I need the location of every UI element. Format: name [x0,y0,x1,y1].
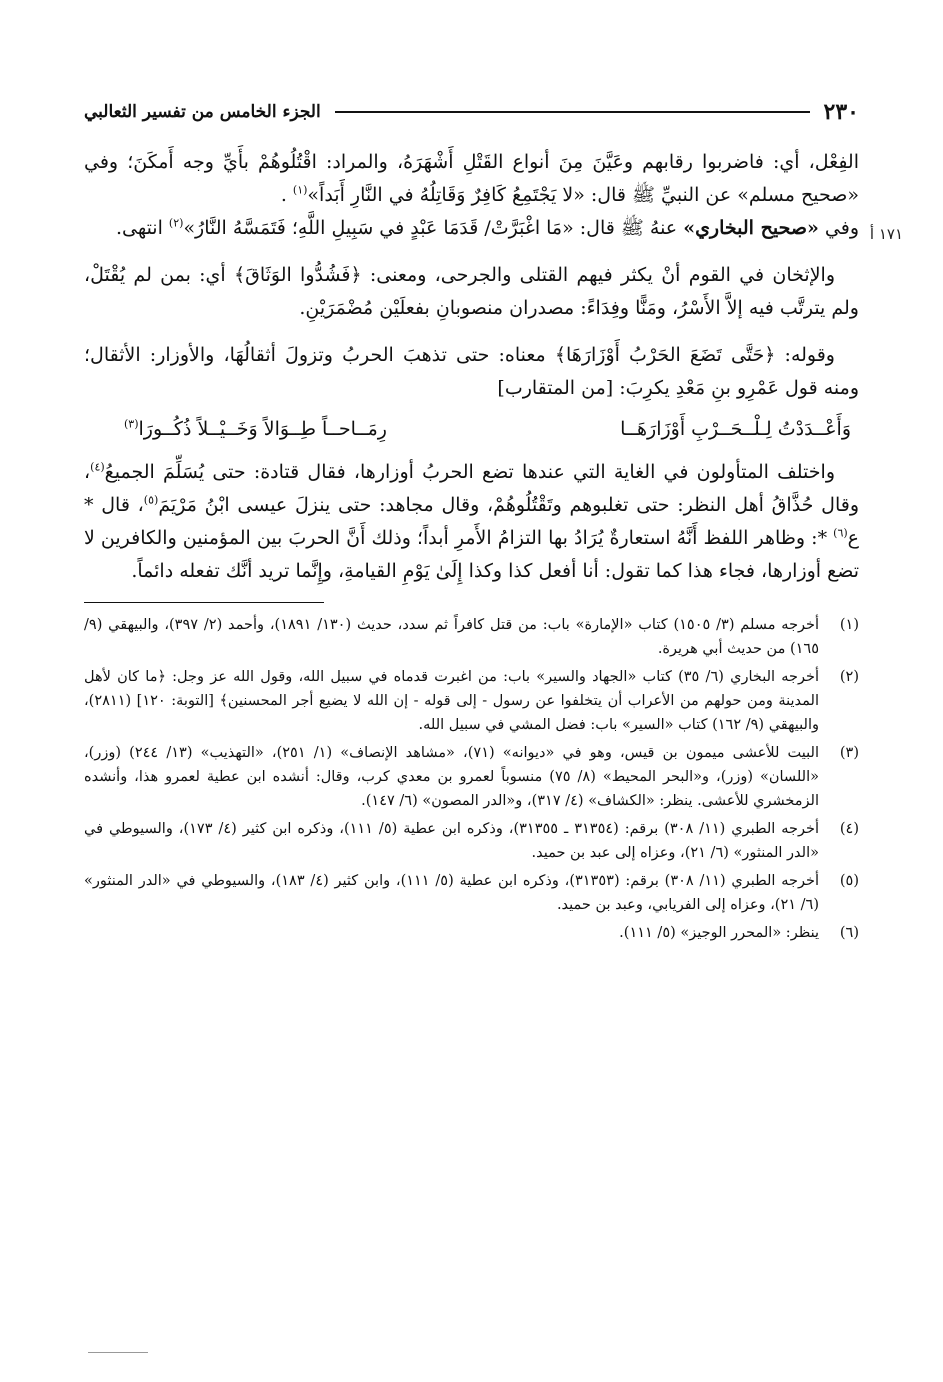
footnote-ref-1[interactable]: (١) [292,183,308,197]
paragraph-2: وفي «صحيح البخاري» عنهُ ﷺ قال: «مَا اغْبَرَّتْ/ قَدَمَا عَبْدٍ في سَبِيلِ اللَّهِ؛ فَتَمَسَّهُ النَّارُ»$^{(٢)}$ انتهى. [115,216,859,239]
footnote-text: أخرجه الطبري (١١/ ٣٠٨) برقم: (٣١٣٥٣)، وذكره ابن عطية (٥/ ١١١)، وابن كثير (٤/ ١٨٣)، والسيوطي في «الدر المنثور» (٦/ ٢١)، وعزاه إلى الفريابي، وعبد بن حميد. [84,873,819,913]
footnote-text: أخرجه البخاري (٦/ ٣٥) كتاب «الجهاد والسير» باب: من اغبرت قدماه في سبيل الله، وقول الله عز وجل: ﴿ما كان لأهل المدينة ومن حولهم من الأعراب أن يتخلفوا عن رسول - إلى قوله - إن الله لا يضيع أجر المحسنين﴾ [التوبة: ١٢٠] (٢٨١١)، والبيهقي (٩/ ١٦٢) كتاب «السير» باب: فضل المشي في سبيل الله. [84,669,819,733]
poem-second-hemistich: رِمَــاحــاً طِــوَالاً وَخَــيْــلاً ذُكُــورَا$^{(٣)}$ [124,417,387,440]
footnote-text: البيت للأعشى ميمون بن قيس، وهو في «ديوانه» (٧١)، «مشاهد الإنصاف» (١/ ٢٥١)، «التهذيب» (١٣/ ٢٤٤) (وزر)، «اللسان» (وزر)، و«البحر المحيط» (٨/ ٧٥) منسوباً لعمرو بن معدي كرب، وقال: أنشده ابن عطية لعمرو هذا، وأنشده الزمخشري للأعشى. ينظر: «الكشاف» (٤/ ٣١٧)، و«الدر المصون» (٦/ ١٤٧). [84,745,819,809]
footnote-ref-4[interactable]: (٤) [90,460,105,474]
poem-verse [84,411,859,456]
footnote-ref-5[interactable]: (٥) [143,493,159,507]
book-page [84,92,903,949]
footnote [84,613,859,661]
footnote-number: (١) [839,617,859,633]
margin-folio-note: ١٧١ أ [869,225,903,243]
paragraph-5: واختلف المتأولون في الغاية التي عندها تضع الحربُ أوزارها، فقال قتادة: حتى يُسَلِّمَ الجميعُ$^{(٤)}$، وقال حُذَّاقُ أهل النظر: حتى تغلبوهم وتَقْتُلُوهُمْ، وقال مجاهد: حتى ينزلَ عيسى ابْنُ مَرْيَمَ$^{(٥)}$، قال * ع$^{(٦)}$ *: وظاهر اللفظ أَنَّهُ استعارةٌ يُرَادُ بها التزامُ الأَمرِ أبداً؛ وذلك أَنَّ الحربَ بين المؤمنين والكافرين لا تضع أوزارها، فجاء هذا كما تقول: أنا أفعل كذا وكذا إِلَىٰ يَوْمِ القيامةِ، وإِنَّما تريد أنَّك تفعله دائماً. [84,460,860,582]
running-title: الجزء الخامس من تفسير الثعالبي [84,102,321,122]
main-text [84,146,903,588]
footnote-number: (٣) [839,745,859,761]
footnote [84,741,859,813]
footnote [84,921,859,945]
page-header [84,92,859,132]
poem-first-hemistich: وَأَعْــدَدْتُ لِـلْــحَــرْبِ أَوْزَارَهَــا [620,418,851,440]
paragraph-4: وقوله: ﴿حَتَّى تَضَعَ الحَرْبُ أَوْزَارَهَا﴾ معناه: حتى تذهبَ الحربُ وتزولَ أثقالُهَا، والأوزار: الأثقال؛ ومنه قول عَمْرِو بنِ مَعْدِ يكرِبَ: [من المتقارب] [84,344,859,399]
footnote-separator [84,602,324,603]
paragraph-3: والإثخان في القوم أنْ يكثر فيهم القتلى والجرحى، ومعنى: ﴿فَشُدُّوا الوَثَاقَ﴾ أي: بمن لم يُقْتَلْ، ولم يترتَّب فيه إلاَّ الأَسْرُ، ومَنًّا وفِدَاءً: مصدران منصوبانِ بفعلَيْن مُضْمَرَيْنِ. [84,264,859,319]
footnote-ref-3[interactable]: (٣) [124,417,139,431]
footnote-number: (٤) [839,821,859,837]
footnote-text: أخرجه الطبري (١١/ ٣٠٨) برقم: (٣١٣٥٤ ـ ٣١٣٥٥)، وذكره ابن عطية (٥/ ١١١)، وذكره ابن كثير (٤/ ١٧٣)، والسيوطي في «الدر المنثور» (٦/ ٢١)، وعزاه إلى عبد بن حميد. [84,821,819,861]
footnote-ref-6[interactable]: (٦) [833,526,848,540]
header-rule [335,111,810,113]
footnotes [84,613,859,945]
footnote-ref-2[interactable]: (٢) [168,216,184,230]
footnote-text: أخرجه مسلم (٣/ ١٥٠٥) كتاب «الإمارة» باب: من قتل كافراً ثم سدد، حديث (١٣٠/ ١٨٩١)، وأحمد (٢/ ٣٩٧)، والبيهقي (٩/ ١٦٥) من حديث أبي هريرة. [84,617,820,657]
scan-mark [88,1352,148,1353]
footnote-number: (٥) [839,873,859,889]
footnote [84,869,859,917]
source-title: «صحيح البخاري» [683,217,819,239]
page-number: ٢٣٠ [823,99,859,125]
footnote-number: (٦) [839,925,859,941]
footnote [84,817,859,865]
paragraph-1: الفِعْل، أي: فاضربوا رقابهم وعَيَّنَ مِنَ أنواع القَتْلِ أَشْهَرَهُ، والمراد: اقْتُلُوهُمْ بأَيِّ وجه أَمكَنَ؛ وفي «صحيح مسلم» عن النبيِّ ﷺ قال: «لا يَجْتَمِعُ كَافِرٌ وَقَاتِلُهُ في النَّارِ أَبَداً»$^{(١)}$ . وفي «صحيح البخاري» عنهُ ﷺ قال: «مَا اغْبَرَّتْ/ قَدَمَا عَبْدٍ في سَبِيلِ اللَّهِ؛ فَتَمَسَّهُ النَّارُ»$^{(٢)}$ انتهى. [84,151,859,239]
footnote-text: ينظر: «المحرر الوجيز» (٥/ ١١١). [619,925,819,941]
footnote-number: (٢) [839,669,859,685]
footnote [84,665,859,737]
